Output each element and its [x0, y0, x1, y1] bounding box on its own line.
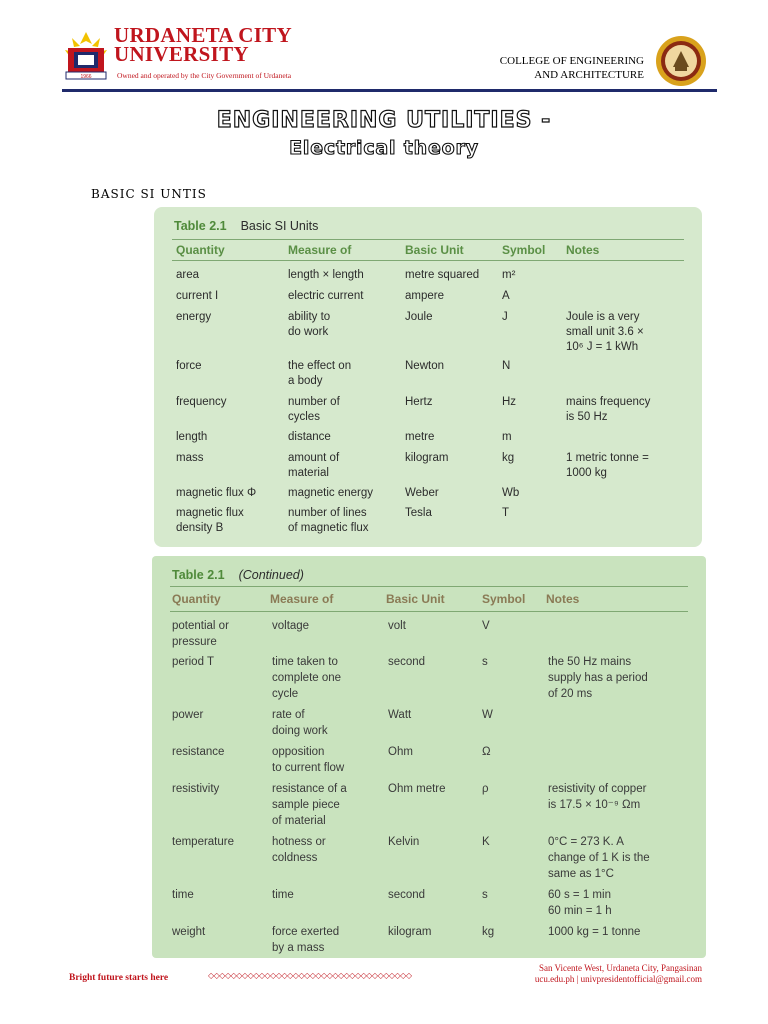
cell-notes: the 50 Hz mains supply has a period of 20 ms [548, 656, 648, 700]
cell-symbol: Ω [482, 746, 491, 758]
cell-quantity: weight [172, 926, 206, 938]
column-header-notes: Notes [566, 243, 600, 257]
table-number: Table 2.1 [174, 219, 227, 233]
cell-notes: Joule is a very small unit 3.6 × 10⁶ J = 1 kWh [566, 311, 644, 353]
page-title: ENGINEERING UTILITIES - [216, 108, 552, 133]
cell-measure: magnetic energy [288, 487, 374, 499]
cell-symbol: W [482, 709, 493, 721]
footer-address-line: San Vicente West, Urdaneta City, Pangasinan [538, 963, 702, 973]
cell-symbol: ρ [482, 783, 489, 795]
cell-unit: Weber [405, 487, 439, 499]
table-number: Table 2.1 [172, 568, 225, 582]
column-header-measure: Measure of [288, 243, 352, 257]
column-header-quantity: Quantity [176, 243, 225, 257]
cell-notes: 1000 kg = 1 tonne [548, 926, 641, 938]
cell-measure: the effect on a body [288, 360, 352, 387]
column-header-quantity: Quantity [172, 592, 221, 606]
university-subtitle: Owned and operated by the City Government of Urdaneta [117, 71, 292, 80]
cell-symbol: V [482, 620, 490, 632]
si-units-table [154, 207, 702, 547]
si-units-table-continued [152, 556, 706, 958]
cell-unit: Newton [405, 360, 444, 372]
cell-unit: second [388, 889, 426, 901]
section-heading: BASIC SI UNTIS [91, 187, 207, 201]
logo-year: 1966 [80, 74, 92, 80]
cell-quantity: resistivity [172, 783, 220, 795]
university-logo [62, 30, 110, 80]
cell-unit: Tesla [405, 507, 432, 519]
column-header-measure: Measure of [270, 592, 334, 606]
cell-symbol: T [502, 507, 510, 519]
table-title: Basic SI Units [240, 219, 319, 233]
cell-measure: ability to do work [288, 311, 331, 338]
cell-measure: number of lines of magnetic flux [288, 507, 369, 534]
table-title: (Continued) [238, 568, 304, 582]
cell-measure: resistance of a sample piece of material [272, 783, 347, 827]
cell-measure: force exerted by a mass [272, 926, 340, 954]
cell-unit: Ohm metre [388, 783, 446, 795]
column-header-symbol: Symbol [482, 592, 526, 606]
cell-measure: time [272, 889, 294, 901]
footer-contact-line: ucu.edu.ph | univpresidentofficial@gmail.com [534, 974, 702, 984]
cell-measure: hotness or coldness [272, 836, 326, 864]
cell-unit: Ohm [388, 746, 413, 758]
college-name-line2: AND ARCHITECTURE [534, 69, 644, 81]
cell-quantity: power [172, 709, 204, 721]
cell-quantity: time [172, 889, 194, 901]
cell-symbol: A [502, 290, 510, 302]
cell-quantity: length [176, 431, 208, 443]
cell-symbol: Wb [502, 487, 520, 499]
cell-quantity: magnetic flux density B [176, 507, 244, 534]
cell-quantity: resistance [172, 746, 225, 758]
cell-symbol: kg [482, 926, 495, 938]
document-header [0, 0, 768, 92]
column-header-unit: Basic Unit [386, 592, 445, 606]
cell-quantity: force [176, 360, 202, 372]
university-name [114, 23, 292, 66]
cell-symbol: Hz [502, 396, 517, 408]
college-seal-icon [655, 35, 707, 87]
cell-unit: Hertz [405, 396, 433, 408]
cell-notes: resistivity of copper is 17.5 × 10⁻⁹ Ωm [548, 783, 647, 811]
cell-unit: Joule [405, 311, 433, 323]
cell-unit: metre squared [405, 269, 480, 281]
cell-measure: opposition to current flow [272, 746, 345, 774]
cell-unit: ampere [405, 290, 444, 302]
cell-quantity: frequency [176, 396, 227, 408]
cell-symbol: m² [502, 269, 516, 281]
cell-measure: length × length [288, 269, 364, 281]
cell-symbol: N [502, 360, 511, 372]
cell-unit: kilogram [388, 926, 432, 938]
page-subtitle: Electrical theory [289, 137, 479, 159]
college-name [500, 54, 644, 82]
footer-tagline: Bright future starts here [69, 973, 169, 983]
cell-measure: time taken to complete one cycle [272, 656, 342, 700]
cell-quantity: magnetic flux Φ [176, 487, 257, 499]
cell-symbol: s [482, 889, 488, 901]
cell-unit: Kelvin [388, 836, 420, 848]
cell-measure: rate of doing work [272, 709, 328, 737]
cell-unit: Watt [388, 709, 412, 721]
cell-measure: number of cycles [288, 396, 340, 423]
cell-symbol: s [482, 656, 488, 668]
cell-unit: volt [388, 620, 406, 632]
cell-quantity: potential or pressure [172, 620, 229, 648]
column-header-notes: Notes [546, 592, 580, 606]
college-name-line1: COLLEGE OF ENGINEERING [499, 55, 644, 67]
cell-notes: mains frequency is 50 Hz [566, 396, 651, 423]
cell-quantity: energy [176, 311, 212, 323]
cell-unit: second [388, 656, 426, 668]
cell-notes: 60 s = 1 min 60 min = 1 h [548, 889, 612, 917]
cell-unit: kilogram [405, 452, 449, 464]
cell-notes: 1 metric tonne = 1000 kg [566, 452, 649, 479]
cell-symbol: kg [502, 452, 515, 464]
table-header-row [172, 239, 684, 261]
cell-quantity: current I [176, 290, 219, 302]
footer-address [535, 963, 702, 985]
cell-quantity: temperature [172, 836, 235, 848]
table-caption [172, 568, 304, 582]
footer-divider: ◇◇◇◇◇◇◇◇◇◇◇◇◇◇◇◇◇◇◇◇◇◇◇◇◇◇◇◇◇◇◇◇◇◇◇◇ [208, 971, 412, 980]
cell-symbol: J [502, 311, 508, 323]
table-header-row [170, 586, 688, 612]
cell-measure: electric current [288, 290, 364, 302]
cell-quantity: mass [176, 452, 204, 464]
cell-unit: metre [405, 431, 435, 443]
university-name-line1: URDANETA CITY [114, 23, 292, 47]
cell-measure: voltage [272, 620, 310, 632]
header-divider [62, 89, 717, 92]
cell-symbol: m [502, 431, 512, 443]
column-header-unit: Basic Unit [405, 243, 464, 257]
cell-quantity: period T [172, 656, 214, 668]
column-header-symbol: Symbol [502, 243, 546, 257]
university-name-line2: UNIVERSITY [114, 42, 249, 66]
cell-measure: amount of material [288, 452, 340, 479]
cell-quantity: area [176, 269, 200, 281]
table-caption [174, 219, 318, 233]
cell-measure: distance [288, 431, 331, 443]
cell-symbol: K [482, 836, 490, 848]
cell-notes: 0°C = 273 K. A change of 1 K is the same as 1°C [548, 836, 650, 880]
